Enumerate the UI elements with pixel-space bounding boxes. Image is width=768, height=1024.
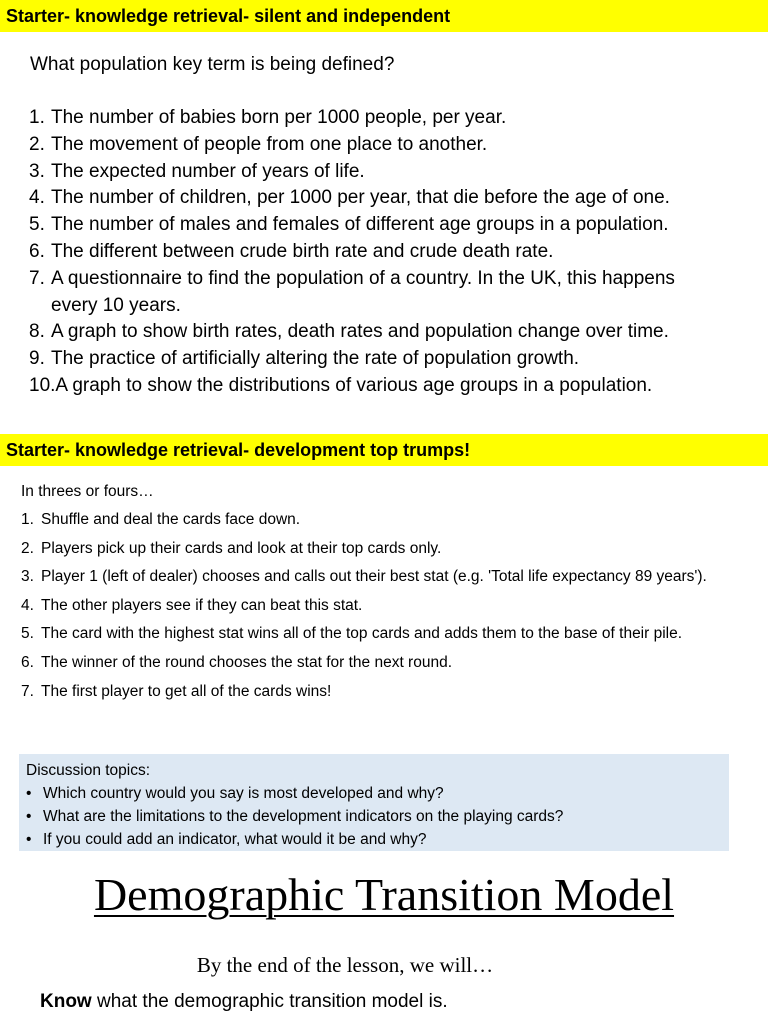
lesson-title: Demographic Transition Model	[93, 869, 675, 920]
bullet-icon: •	[26, 808, 32, 825]
starter-banner-silent: Starter- knowledge retrieval- silent and independent	[0, 0, 768, 32]
item-text: A graph to show the distributions of various age groups in a population.	[55, 374, 653, 396]
discussion-item-text: If you could add an indicator, what would it be and why?	[43, 831, 427, 848]
item-number: 6.	[29, 240, 45, 262]
item-number: 2.	[29, 133, 45, 155]
list-item	[21, 566, 746, 587]
list-item	[29, 319, 691, 346]
learning-objective	[40, 988, 448, 1016]
step-text: The other players see if they can beat this stat.	[41, 596, 363, 614]
discussion-item-text: What are the limitations to the development indicators on the playing cards?	[43, 808, 564, 825]
list-item	[29, 346, 691, 373]
bullet-icon: •	[26, 785, 32, 802]
list-item	[21, 623, 746, 644]
lesson-subtitle: By the end of the lesson, we will…	[196, 953, 494, 977]
item-number: 4.	[29, 187, 45, 209]
step-text: The winner of the round chooses the stat for the next round.	[41, 653, 452, 671]
discussion-item-text: Which country would you say is most developed and why?	[43, 785, 444, 802]
item-number: 1.	[29, 107, 45, 128]
question-prompt: What population key term is being defined?	[30, 54, 395, 75]
item-text: A questionnaire to find the population of a country. In the UK, this happens every 10 years.	[51, 267, 675, 316]
item-number: 10.	[29, 374, 56, 396]
item-number: 7.	[29, 267, 45, 289]
game-steps-list	[21, 509, 746, 709]
list-item	[29, 212, 691, 239]
key-term-definitions-list	[29, 105, 691, 400]
list-item	[29, 105, 691, 132]
list-item	[21, 681, 746, 702]
step-number: 1.	[21, 511, 34, 528]
list-item	[29, 159, 691, 186]
step-text: The card with the highest stat wins all of the top cards and adds them to the base of their pile.	[41, 625, 683, 643]
item-number: 8.	[29, 321, 45, 343]
item-text: The number of children, per 1000 per year, that die before the age of one.	[51, 187, 670, 209]
item-text: The number of babies born per 1000 people, per year.	[51, 107, 507, 128]
discussion-topics-box	[19, 754, 729, 851]
list-item	[29, 373, 691, 400]
item-number: 5.	[29, 214, 45, 236]
discussion-list	[26, 782, 729, 851]
step-number: 3.	[21, 568, 34, 586]
step-text: Players pick up their cards and look at their top cards only.	[41, 539, 442, 557]
item-text: The expected number of years of life.	[51, 160, 365, 182]
step-number: 5.	[21, 625, 34, 643]
item-text: A graph to show birth rates, death rates and population change over time.	[51, 321, 669, 343]
list-item	[26, 828, 729, 851]
step-number: 4.	[21, 596, 34, 614]
group-instruction: In threes or fours…	[21, 483, 154, 500]
step-number: 2.	[21, 539, 34, 557]
starter-banner-top-trumps: Starter- knowledge retrieval- development top trumps!	[0, 434, 768, 466]
item-text: The number of males and females of different age groups in a population.	[51, 214, 669, 236]
item-number: 9.	[29, 348, 45, 370]
list-item	[29, 185, 691, 212]
discussion-heading: Discussion topics:	[26, 762, 151, 779]
list-item	[21, 652, 746, 673]
step-text: Shuffle and deal the cards face down.	[41, 511, 301, 528]
list-item	[29, 266, 691, 320]
step-text: The first player to get all of the cards wins!	[41, 682, 332, 700]
list-item	[21, 595, 746, 616]
item-number: 3.	[29, 160, 45, 182]
list-item	[29, 132, 691, 159]
list-item	[21, 509, 746, 530]
step-number: 7.	[21, 682, 34, 700]
list-item	[21, 538, 746, 559]
item-text: The movement of people from one place to another.	[51, 133, 488, 155]
list-item	[29, 239, 691, 266]
item-text: The practice of artificially altering the rate of population growth.	[51, 348, 580, 370]
list-item	[26, 805, 729, 828]
item-text: The different between crude birth rate and crude death rate.	[51, 240, 554, 262]
bullet-icon: •	[26, 831, 32, 848]
step-text: Player 1 (left of dealer) chooses and calls out their best stat (e.g. 'Total life expectancy 89 years').	[41, 568, 707, 586]
step-number: 6.	[21, 653, 34, 671]
objective-keyword: Know	[40, 991, 92, 1012]
list-item	[26, 782, 729, 805]
objective-text: what the demographic transition model is.	[91, 991, 448, 1012]
